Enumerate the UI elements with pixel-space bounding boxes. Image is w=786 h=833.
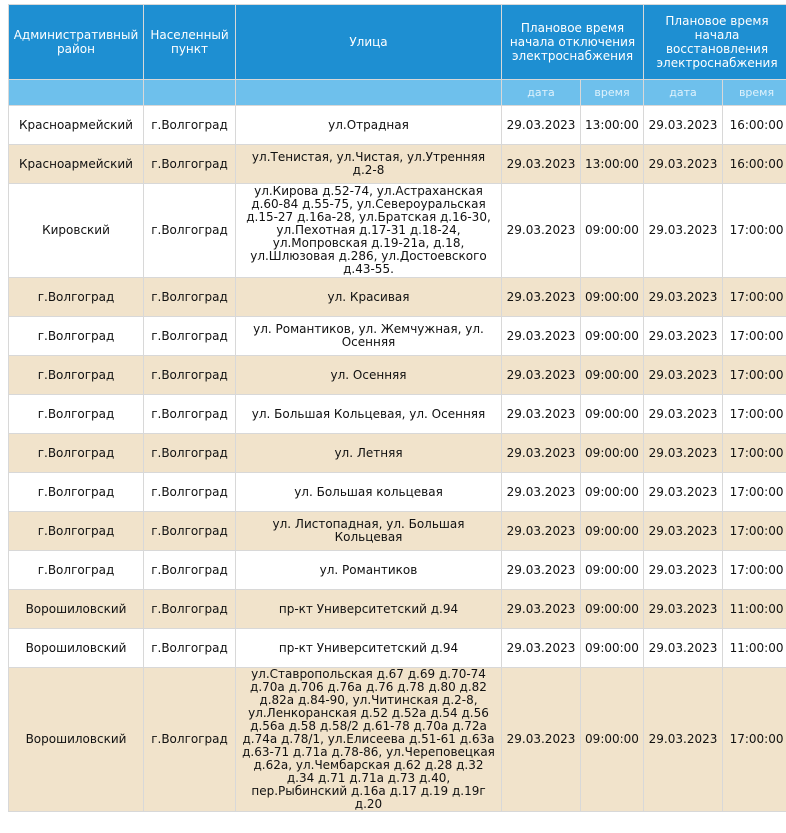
cell-off-date: 29.03.2023 (502, 184, 581, 278)
cell-off-date: 29.03.2023 (502, 473, 581, 512)
cell-off-date: 29.03.2023 (502, 629, 581, 668)
cell-off-time: 09:00:00 (581, 317, 644, 356)
header-row (9, 5, 786, 80)
cell-off-time: 09:00:00 (581, 356, 644, 395)
cell-on-time: 11:00:00 (723, 590, 786, 629)
cell-on-time: 16:00:00 (723, 106, 786, 145)
cell-district: Ворошиловский (9, 590, 144, 629)
cell-off-date: 29.03.2023 (502, 278, 581, 317)
cell-locality: г.Волгоград (144, 512, 236, 551)
cell-off-time: 09:00:00 (581, 434, 644, 473)
cell-on-date: 29.03.2023 (644, 473, 723, 512)
table-row (9, 356, 786, 395)
cell-district: г.Волгоград (9, 395, 144, 434)
cell-off-date: 29.03.2023 (502, 106, 581, 145)
subheader-empty (144, 80, 236, 106)
cell-locality: г.Волгоград (144, 668, 236, 812)
cell-street: пр-кт Университетский д.94 (236, 629, 502, 668)
cell-district: Красноармейский (9, 145, 144, 184)
table-row (9, 434, 786, 473)
column-header-street: Улица (236, 5, 502, 80)
cell-on-date: 29.03.2023 (644, 395, 723, 434)
cell-off-time: 13:00:00 (581, 145, 644, 184)
table-row (9, 395, 786, 434)
cell-on-date: 29.03.2023 (644, 434, 723, 473)
cell-on-date: 29.03.2023 (644, 184, 723, 278)
cell-on-date: 29.03.2023 (644, 512, 723, 551)
cell-off-date: 29.03.2023 (502, 317, 581, 356)
cell-on-date: 29.03.2023 (644, 629, 723, 668)
cell-locality: г.Волгоград (144, 145, 236, 184)
cell-off-date: 29.03.2023 (502, 590, 581, 629)
table-row (9, 551, 786, 590)
column-header-off-time: Плановое время начала отключения электроснабжения (502, 5, 644, 80)
cell-off-date: 29.03.2023 (502, 145, 581, 184)
cell-locality: г.Волгоград (144, 590, 236, 629)
column-header-on-time: Плановое время начала восстановления электроснабжения (644, 5, 786, 80)
outage-schedule-table (8, 4, 786, 812)
cell-district: г.Волгоград (9, 434, 144, 473)
subheader-on-date: дата (644, 80, 723, 106)
cell-on-time: 17:00:00 (723, 551, 786, 590)
cell-on-time: 17:00:00 (723, 278, 786, 317)
cell-street: ул. Летняя (236, 434, 502, 473)
cell-on-time: 17:00:00 (723, 395, 786, 434)
cell-district: Ворошиловский (9, 668, 144, 812)
cell-on-date: 29.03.2023 (644, 356, 723, 395)
cell-district: г.Волгоград (9, 278, 144, 317)
cell-off-time: 09:00:00 (581, 473, 644, 512)
cell-on-time: 16:00:00 (723, 145, 786, 184)
cell-on-time: 17:00:00 (723, 317, 786, 356)
cell-on-date: 29.03.2023 (644, 551, 723, 590)
cell-district: г.Волгоград (9, 317, 144, 356)
cell-off-time: 09:00:00 (581, 629, 644, 668)
cell-off-time: 13:00:00 (581, 106, 644, 145)
cell-off-time: 09:00:00 (581, 590, 644, 629)
cell-locality: г.Волгоград (144, 551, 236, 590)
table-row (9, 278, 786, 317)
cell-on-time: 11:00:00 (723, 629, 786, 668)
cell-on-time: 17:00:00 (723, 512, 786, 551)
subheader-on-time: время (723, 80, 786, 106)
cell-district: Кировский (9, 184, 144, 278)
subheader-empty (9, 80, 144, 106)
cell-district: Красноармейский (9, 106, 144, 145)
cell-street: пр-кт Университетский д.94 (236, 590, 502, 629)
table-row (9, 668, 786, 812)
cell-off-time: 09:00:00 (581, 512, 644, 551)
table-row (9, 317, 786, 356)
cell-district: г.Волгоград (9, 356, 144, 395)
cell-locality: г.Волгоград (144, 317, 236, 356)
cell-off-time: 09:00:00 (581, 184, 644, 278)
cell-street: ул. Романтиков (236, 551, 502, 590)
cell-off-date: 29.03.2023 (502, 512, 581, 551)
cell-street: ул.Ставропольская д.67 д.69 д.70-74 д.70а д.706 д.76а д.76 д.78 д.80 д.82 д.82а д.84-90, ул.Читинская д.2-8, ул.Ленкоранская д.52 д.52а д.54 д.56 д.56а д.58 д.58/2 д.61-78 д.70а д.72а д.74а д.78/1, ул.Елисеева д.51-61 д.63а д.63-71 д.71а д.78-86, ул.Череповецкая д.62а, ул.Чембарская д.62 д.28 д.32 д.34 д.71 д.71а д.73 д.40, пер.Рыбинский д.16а д.17 д.19 д.19г д.20 (236, 668, 502, 812)
cell-street: ул.Кирова д.52-74, ул.Астраханская д.60-84 д.55-75, ул.Североуральская д.15-27 д.16а-28, ул.Братская д.16-30, ул.Пехотная д.17-31 д.18-24, ул.Мопровская д.19-21а, д.18, ул.Шлюзовая д.286, ул.Достоевского д.43-55. (236, 184, 502, 278)
cell-locality: г.Волгоград (144, 278, 236, 317)
cell-locality: г.Волгоград (144, 434, 236, 473)
cell-off-date: 29.03.2023 (502, 395, 581, 434)
cell-off-time: 09:00:00 (581, 278, 644, 317)
table-row (9, 590, 786, 629)
cell-on-date: 29.03.2023 (644, 106, 723, 145)
cell-on-date: 29.03.2023 (644, 590, 723, 629)
table-row (9, 145, 786, 184)
column-header-locality: Населенный пункт (144, 5, 236, 80)
cell-on-time: 17:00:00 (723, 473, 786, 512)
cell-on-time: 17:00:00 (723, 184, 786, 278)
cell-off-date: 29.03.2023 (502, 356, 581, 395)
subheader-empty (236, 80, 502, 106)
cell-street: ул. Красивая (236, 278, 502, 317)
table-row (9, 629, 786, 668)
cell-off-time: 09:00:00 (581, 551, 644, 590)
table-row (9, 473, 786, 512)
cell-off-date: 29.03.2023 (502, 668, 581, 812)
subheader-row (9, 80, 786, 106)
cell-off-time: 09:00:00 (581, 668, 644, 812)
cell-locality: г.Волгоград (144, 356, 236, 395)
cell-street: ул. Романтиков, ул. Жемчужная, ул. Осенняя (236, 317, 502, 356)
subheader-off-time: время (581, 80, 644, 106)
cell-district: г.Волгоград (9, 512, 144, 551)
table-row (9, 184, 786, 278)
cell-locality: г.Волгоград (144, 629, 236, 668)
cell-on-date: 29.03.2023 (644, 668, 723, 812)
cell-locality: г.Волгоград (144, 473, 236, 512)
cell-street: ул. Осенняя (236, 356, 502, 395)
cell-on-time: 17:00:00 (723, 356, 786, 395)
cell-on-date: 29.03.2023 (644, 145, 723, 184)
cell-street: ул. Большая Кольцевая, ул. Осенняя (236, 395, 502, 434)
cell-street: ул.Тенистая, ул.Чистая, ул.Утренняя д.2-8 (236, 145, 502, 184)
cell-street: ул.Отрадная (236, 106, 502, 145)
cell-locality: г.Волгоград (144, 184, 236, 278)
subheader-off-date: дата (502, 80, 581, 106)
cell-off-date: 29.03.2023 (502, 434, 581, 473)
cell-on-date: 29.03.2023 (644, 317, 723, 356)
cell-street: ул. Листопадная, ул. Большая Кольцевая (236, 512, 502, 551)
cell-locality: г.Волгоград (144, 106, 236, 145)
cell-district: г.Волгоград (9, 473, 144, 512)
cell-on-time: 17:00:00 (723, 668, 786, 812)
cell-district: Ворошиловский (9, 629, 144, 668)
column-header-district: Административный район (9, 5, 144, 80)
cell-locality: г.Волгоград (144, 395, 236, 434)
cell-district: г.Волгоград (9, 551, 144, 590)
cell-street: ул. Большая кольцевая (236, 473, 502, 512)
table-row (9, 512, 786, 551)
cell-on-time: 17:00:00 (723, 434, 786, 473)
cell-on-date: 29.03.2023 (644, 278, 723, 317)
cell-off-time: 09:00:00 (581, 395, 644, 434)
table-row (9, 106, 786, 145)
cell-off-date: 29.03.2023 (502, 551, 581, 590)
